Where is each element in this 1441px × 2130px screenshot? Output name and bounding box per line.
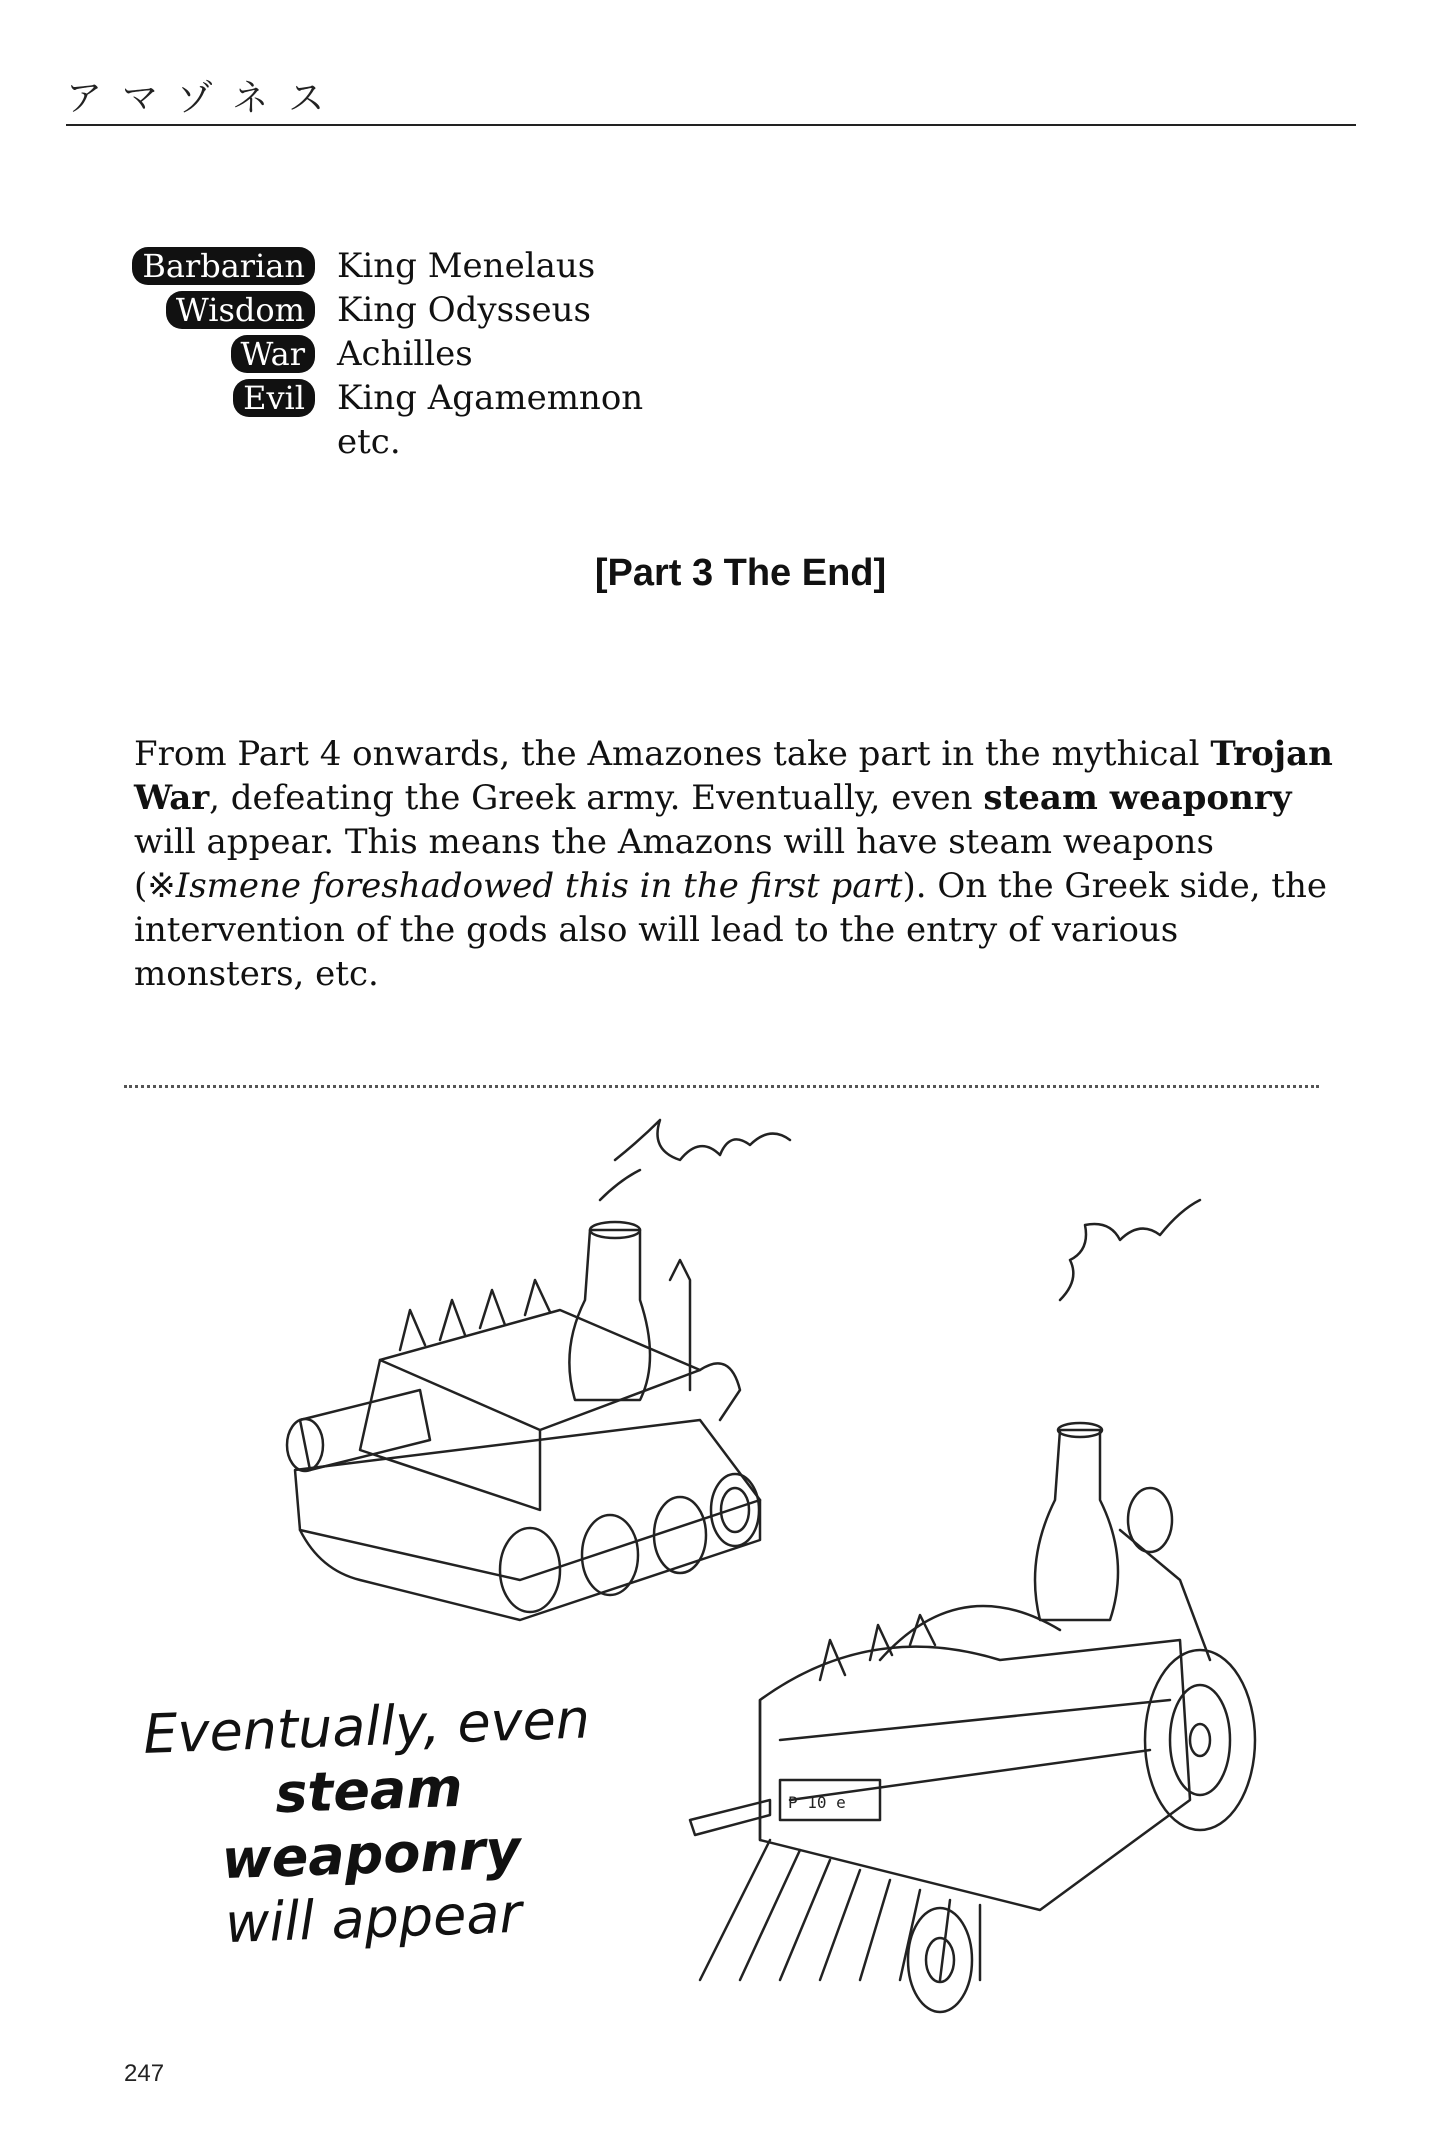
- character-name: Achilles: [337, 334, 473, 374]
- roster-row: [130, 288, 830, 332]
- character-name: King Agamemnon: [337, 378, 644, 418]
- roster-row: [130, 244, 830, 288]
- handwritten-caption: [126, 1687, 615, 1960]
- section-title: [Part 3 The End]: [594, 552, 887, 594]
- character-roster: [130, 244, 830, 464]
- roster-row: [130, 376, 830, 420]
- page-number: 247: [124, 2060, 165, 2087]
- page-header: [66, 70, 1356, 126]
- trait-badge: War: [231, 335, 315, 373]
- caption-line: Eventually, even: [142, 1687, 591, 1766]
- gauge-text: P 10 e: [788, 1793, 846, 1812]
- trait-badge: Barbarian: [132, 247, 315, 285]
- italic-note: Ismene foreshadowed this in the first part: [175, 866, 903, 906]
- emphasis-trojan-war: Trojan War: [134, 734, 1333, 818]
- body-paragraph: From Part 4 onwards, the Amazones take part in the mythical Trojan War, defeating the Greek army. Eventually, even steam weaponry will appear. This means the Amazons will have steam weapons (※Ismene foreshadowed this in the first part). On the Greek side, the intervention of the gods also will lead to the entry of various monsters, etc.: [134, 734, 1333, 994]
- trait-badge: Evil: [233, 379, 315, 417]
- character-name: King Odysseus: [337, 290, 591, 330]
- caption-line: steam weaponry: [220, 1755, 522, 1892]
- trait-badge: Wisdom: [166, 291, 315, 329]
- character-name: King Menelaus: [337, 246, 596, 286]
- header-title: アマゾネス: [66, 78, 345, 119]
- character-name: etc.: [337, 422, 401, 462]
- dotted-divider: [124, 1085, 1319, 1088]
- emphasis-steam-weaponry: steam weaponry: [983, 778, 1292, 818]
- caption-line: will appear: [224, 1881, 523, 1956]
- roster-row: [130, 332, 830, 376]
- roster-row: [130, 420, 830, 464]
